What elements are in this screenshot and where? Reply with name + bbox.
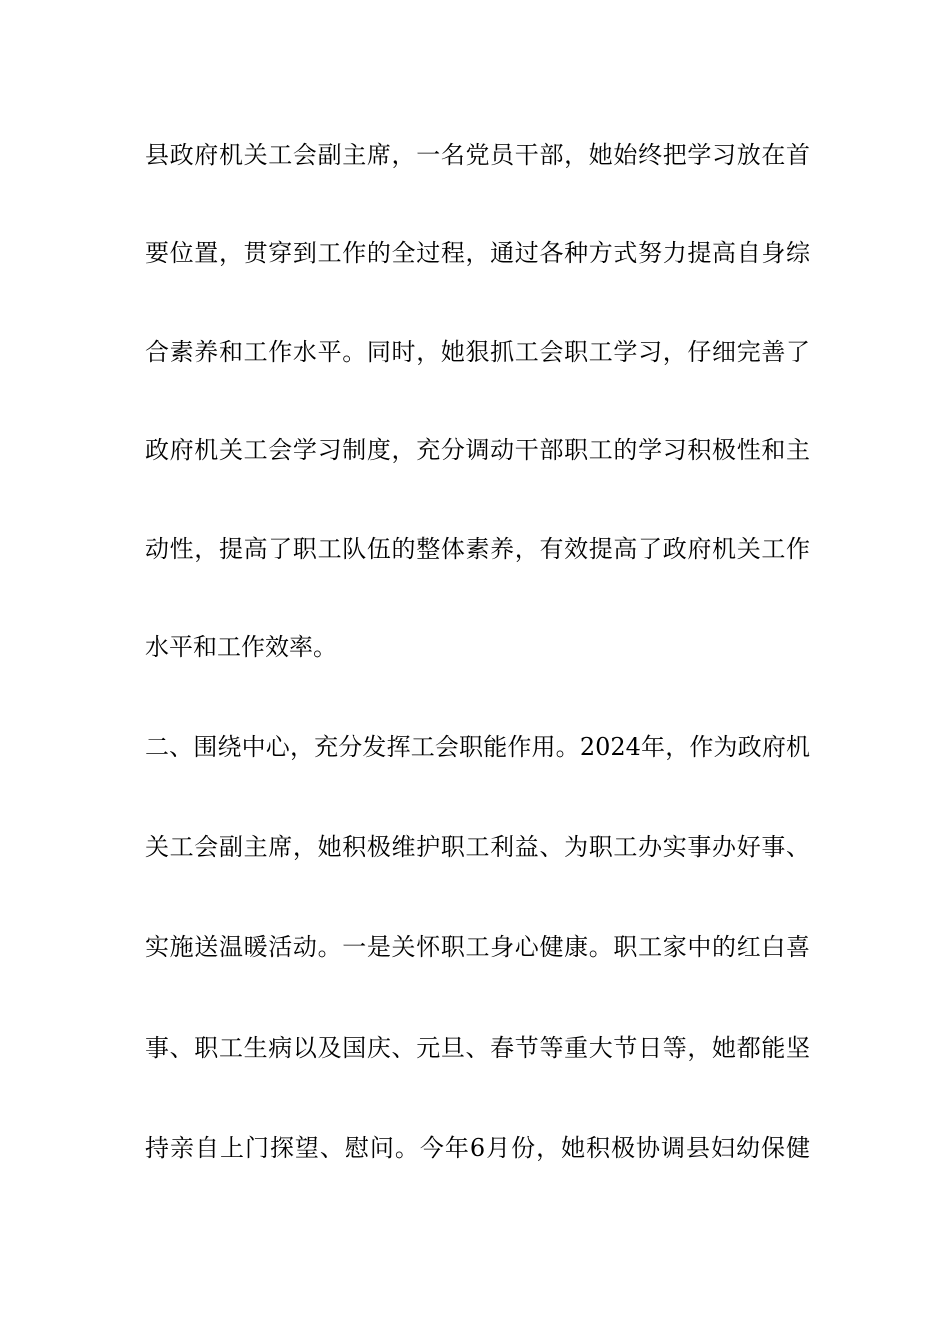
paragraph-line-10: 事、职工生病以及国庆、元旦、春节等重大节日等，她都能坚 xyxy=(145,1034,810,1062)
paragraph-line-6: 水平和工作效率。 xyxy=(145,633,337,661)
paragraph-line-8: 关工会副主席，她积极维护职工利益、为职工办实事办好事、 xyxy=(145,833,810,861)
paragraph-line-2: 要位置，贯穿到工作的全过程，通过各种方式努力提高自身综 xyxy=(145,239,810,267)
section-heading-line: 二、围绕中心，充分发挥工会职能作用。2024年，作为政府机 xyxy=(145,733,810,761)
paragraph-line-3: 合素养和工作水平。同时，她狠抓工会职工学习，仔细完善了 xyxy=(145,338,810,366)
paragraph-line-1: 县政府机关工会副主席，一名党员干部，她始终把学习放在首 xyxy=(145,141,810,169)
paragraph-line-5: 动性，提高了职工队伍的整体素养，有效提高了政府机关工作 xyxy=(145,535,810,563)
paragraph-line-9: 实施送温暖活动。一是关怀职工身心健康。职工家中的红白喜 xyxy=(145,933,810,961)
paragraph-line-4: 政府机关工会学习制度，充分调动干部职工的学习积极性和主 xyxy=(145,436,810,464)
paragraph-line-11: 持亲自上门探望、慰问。今年6月份，她积极协调县妇幼保健 xyxy=(145,1134,810,1162)
